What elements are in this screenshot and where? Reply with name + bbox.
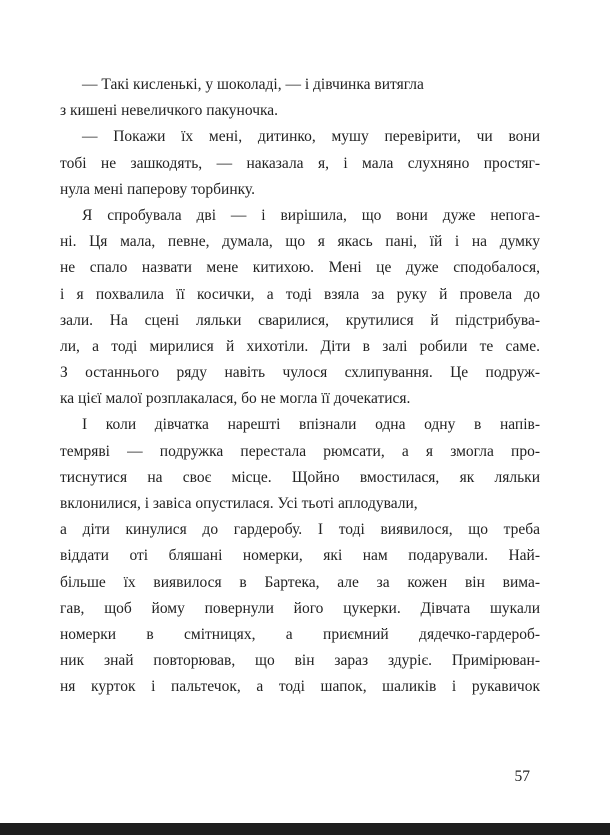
text-line: темряві — подружка перестала рюмсати, а я змогла про- (60, 442, 540, 460)
text-line: ка цієї малої розплакалася, бо не могла її дочекатися. (60, 390, 411, 408)
body-text (60, 72, 540, 701)
text-line: — Покажи їх мені, дитинко, мушу перевірити, чи вони (82, 128, 540, 146)
text-line: тобі не зашкодять, — наказала я, і мала слухняно простяг- (60, 154, 540, 172)
text-line: ник знай повторював, що він зараз здуріє. Примірюван- (60, 652, 540, 670)
text-line: ня курток і пальтечок, а тоді шапок, шаликів і рукавичок (60, 678, 540, 696)
bottom-edge (0, 823, 610, 835)
text-line: більше їх виявилося в Бартека, але за кожен він вима- (60, 573, 540, 591)
text-line: віддати оті бляшані номерки, які нам подарували. Най- (60, 547, 540, 565)
text-line: ні. Ця мала, певне, думала, що я якась пані, їй і на думку (60, 233, 540, 251)
text-line: не спало назвати мене китихою. Мені це дуже сподобалося, (60, 259, 540, 277)
text-line: зали. На сцені ляльки сварилися, крутилися й підстрибува- (60, 311, 540, 329)
text-line: — Такі кисленькі, у шоколаді, — і дівчинка витягла (82, 76, 424, 93)
text-line: І коли дівчатка нарешті впізнали одна одну в напів- (82, 416, 540, 434)
text-line: тиснутися на своє місце. Щойно вмостилася, як ляльки (60, 468, 540, 486)
page-number: 57 (514, 768, 530, 785)
text-line: Я спробувала дві — і вирішила, що вони дуже непога- (82, 206, 540, 224)
text-line: гав, щоб йому повернули його цукерки. Дівчата шукали (60, 599, 540, 617)
text-line: а діти кинулися до гардеробу. І тоді виявилося, що треба (60, 521, 540, 539)
text-line: ли, а тоді мирилися й хихотіли. Діти в залі робили те саме. (60, 337, 540, 355)
text-line: і я похвалила її косички, а тоді взяла за руку й провела до (60, 285, 540, 303)
text-line: нула мені паперову торбинку. (60, 180, 256, 198)
text-line: З останнього ряду навіть чулося схлипування. Це подруж- (60, 364, 540, 382)
text-line: номерки в смітницях, а приємний дядечко-гардероб- (60, 625, 540, 643)
text-line: вклонилися, і завіса опустилася. Усі тьоті аплодували, (60, 495, 418, 512)
text-line: з кишені невеличкого пакуночка. (60, 102, 279, 120)
